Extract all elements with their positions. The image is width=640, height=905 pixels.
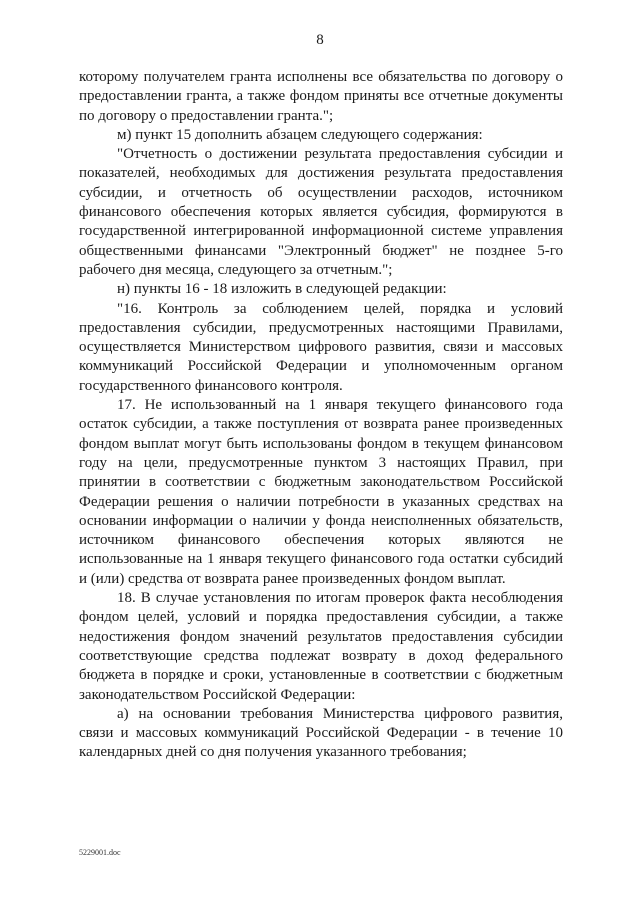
- page-number: 8: [316, 32, 324, 48]
- document-body: [79, 68, 563, 763]
- paragraph: 17. Не использованный на 1 января текущего финансового года остаток субсидии, а также поступления от возврата ранее произведенных фондом выплат могут быть использованы фондом в текущем финансовом году на цели, предусмотренные пунктом 3 настоящих Правил, при принятии в соответствии с бюджетным законодательством Российской Федерации решения о наличии потребности в указанных средствах на основании информации о наличии у фонда неисполненных обязательств, источником финансового обеспечения которых являются не использованные на 1 января текущего финансового года остатки субсидий и (или) средства от возврата ранее произведенных фондом выплат.: [79, 397, 563, 587]
- paragraph: "Отчетность о достижении результата предоставления субсидии и показателей, необходимых для достижения результата предоставления субсидии, и отчетность об осуществлении расходов, источником финансового обеспечения которых является субсидия, формируются в государственной интегрированной информационной системе управления общественными финансами "Электронный бюджет" не позднее 5-го рабочего дня месяца, следующего за отчетным.";: [79, 146, 563, 278]
- paragraph: 18. В случае установления по итогам проверок факта несоблюдения фондом целей, условий и порядка предоставления субсидии, а также недостижения фондом значений результатов предоставления субсидии соответствующие средства подлежат возврату в доход федерального бюджета в порядке и сроки, установленные в соответствии с бюджетным законодательством Российской Федерации:: [79, 590, 563, 703]
- paragraph: м) пункт 15 дополнить абзацем следующего содержания:: [117, 126, 483, 143]
- footer-filename: 5229001.doc: [79, 848, 121, 857]
- paragraph: которому получателем гранта исполнены все обязательства по договору о предоставлении гранта, а также фондом приняты все отчетные документы по договору о предоставлении гранта.";: [79, 69, 563, 124]
- paragraph: н) пункты 16 - 18 изложить в следующей редакции:: [117, 281, 447, 298]
- paragraph: а) на основании требования Министерства цифрового развития, связи и массовых коммуникаций Российской Федерации - в течение 10 календарных дней со дня получения указанного требования;: [79, 705, 563, 761]
- paragraph: "16. Контроль за соблюдением целей, порядка и условий предоставления субсидии, предусмотренных настоящими Правилами, осуществляется Министерством цифрового развития, связи и массовых коммуникаций Российской Федерации и уполномоченным органом государственного финансового контроля.: [79, 300, 563, 394]
